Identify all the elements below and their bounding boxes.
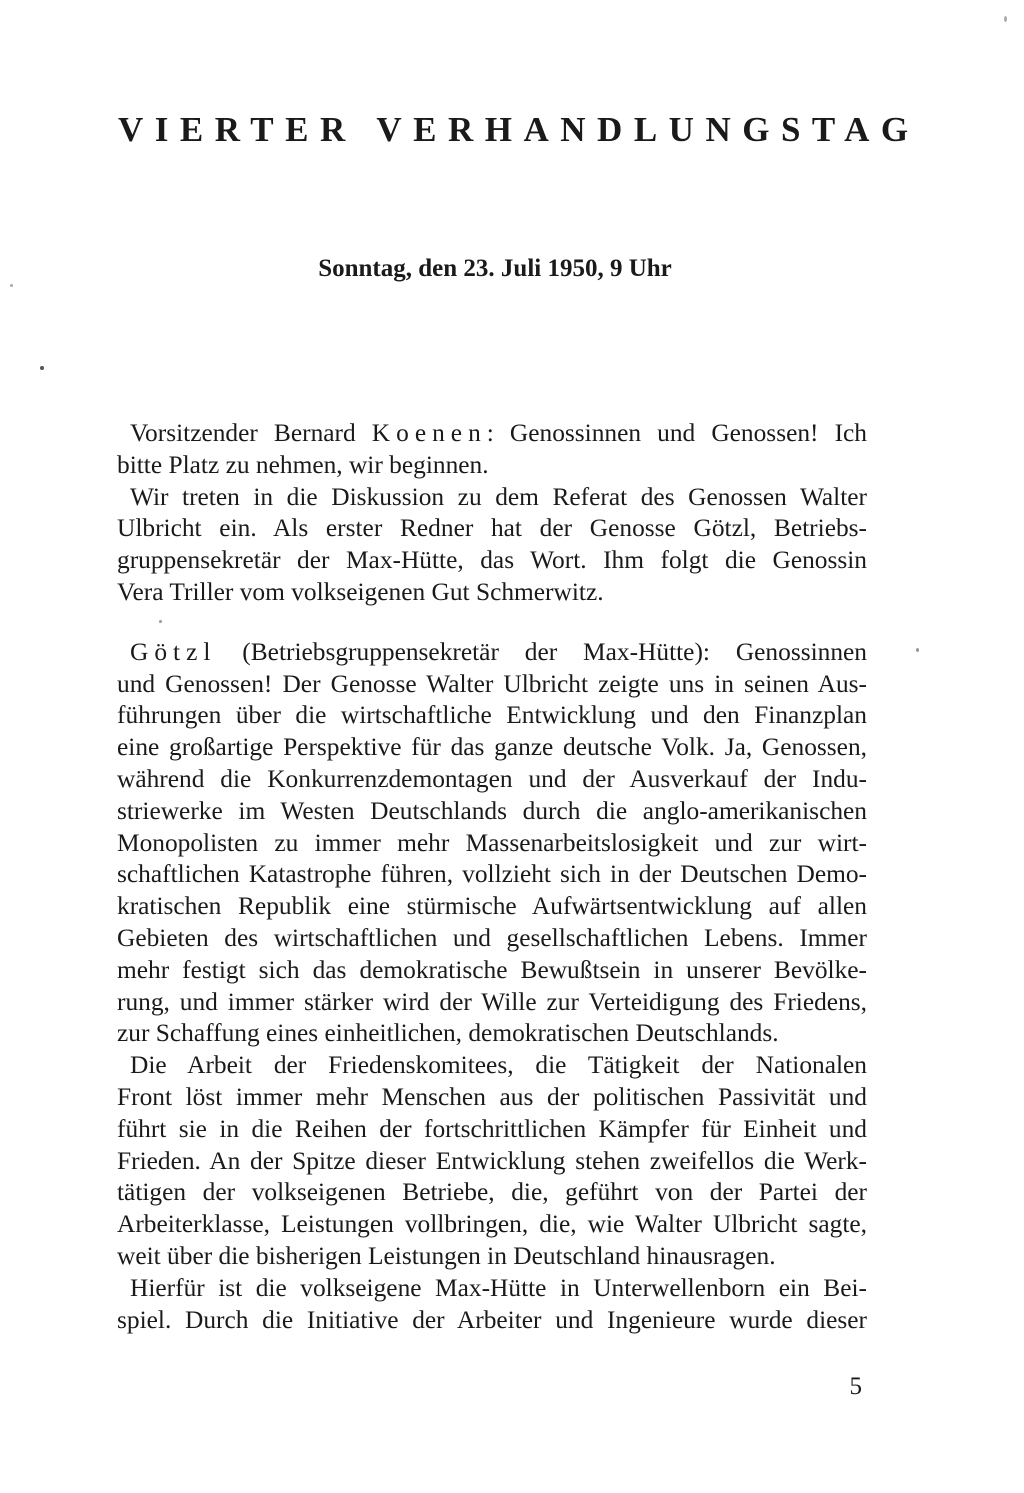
text-line: Gebieten des wirtschaftlichen und gesellschaftlichen Lebens. Immer: [117, 923, 867, 952]
text-line: schaftlichen Katastrophe führen, vollzieht sich in der Deutschen Demo-: [117, 860, 867, 889]
text-line: Vera Triller vom volkseigenen Gut Schmerwitz.: [117, 577, 604, 606]
text-line: und Genossen! Der Genosse Walter Ulbricht zeigte uns in seinen Aus-: [117, 669, 867, 698]
text-line: Götzl (Betriebsgruppensekretär der Max-Hütte): Genossinnen: [130, 637, 867, 666]
paragraph-koenen-announcement: [117, 482, 867, 609]
scan-speck: [916, 648, 919, 652]
scan-speck: [1004, 16, 1007, 22]
chapter-title: VIERTER VERHANDLUNGSTAG: [118, 110, 920, 149]
speaker-name: Götzl: [130, 637, 217, 666]
text-line: gruppensekretär der Max-Hütte, das Wort. Ihm folgt die Genossin: [117, 546, 867, 575]
text-line: führt sie in die Reihen der fortschrittlichen Kämpfer für Einheit und: [117, 1114, 867, 1143]
text-line: Front löst immer mehr Menschen aus der politischen Passivität und: [117, 1082, 867, 1111]
text-line: führungen über die wirtschaftliche Entwicklung und den Finanzplan: [117, 701, 867, 730]
paragraph-goetzl-max-huette: [117, 1273, 867, 1337]
text-line: während die Konkurrenzdemontagen und der Ausverkauf der Indu-: [117, 764, 867, 793]
text-line: bitte Platz zu nehmen, wir beginnen.: [117, 450, 489, 479]
page-number: 5: [849, 1373, 862, 1400]
text-line: tätigen der volkseigenen Betriebe, die, geführt von der Partei der: [117, 1178, 867, 1207]
text-line: Die Arbeit der Friedenskomitees, die Tätigkeit der Nationalen: [130, 1051, 867, 1080]
paragraph-goetzl-friedenskomitees: [117, 1050, 867, 1273]
speaker-name: Koenen: [371, 419, 487, 447]
text-line: weit über die bisherigen Leistungen in Deutschland hinausragen.: [117, 1241, 776, 1270]
scan-speck: [40, 366, 44, 370]
text-line: zur Schaffung eines einheitlichen, demokratischen Deutschlands.: [117, 1019, 779, 1048]
text-line: eine großartige Perspektive für das ganze deutsche Volk. Ja, Genossen,: [117, 733, 867, 762]
paragraph-koenen-opening: [117, 418, 867, 482]
text-line: Monopolisten zu immer mehr Massenarbeitslosigkeit und zur wirt-: [117, 828, 867, 857]
text-line: Frieden. An der Spitze dieser Entwicklung stehen zweifellos die Werk-: [117, 1146, 867, 1175]
text-line: Hierfür ist die volkseigene Max-Hütte in Unterwellenborn ein Bei-: [130, 1273, 867, 1302]
transcript-body: [117, 418, 867, 1336]
text-line: mehr festigt sich das demokratische Bewußtsein in unserer Bevölke-: [117, 955, 867, 984]
text-line: kratischen Republik eine stürmische Aufwärtsentwicklung auf allen: [117, 892, 867, 921]
text-line: Ulbricht ein. Als erster Redner hat der Genosse Götzl, Betriebs-: [117, 514, 867, 543]
text-line: striewerke im Westen Deutschlands durch die anglo-amerikanischen: [117, 796, 867, 825]
scan-speck: [159, 620, 162, 623]
session-date: Sonntag, den 23. Juli 1950, 9 Uhr: [318, 255, 672, 282]
scan-speck: [10, 284, 13, 287]
speech-separator: [117, 609, 867, 637]
text-line: rung, und immer stärker wird der Wille zur Verteidigung des Friedens,: [117, 987, 867, 1016]
text-line: Arbeiterklasse, Leistungen vollbringen, die, wie Walter Ulbricht sagte,: [117, 1210, 867, 1239]
text-line: Vorsitzender Bernard Koenen: Genossinnen und Genossen! Ich: [130, 419, 867, 447]
text-line: spiel. Durch die Initiative der Arbeiter und Ingenieure wurde dieser: [117, 1305, 867, 1334]
text-line: Wir treten in die Diskussion zu dem Referat des Genossen Walter: [130, 482, 867, 511]
paragraph-goetzl-speech: [117, 637, 867, 1050]
